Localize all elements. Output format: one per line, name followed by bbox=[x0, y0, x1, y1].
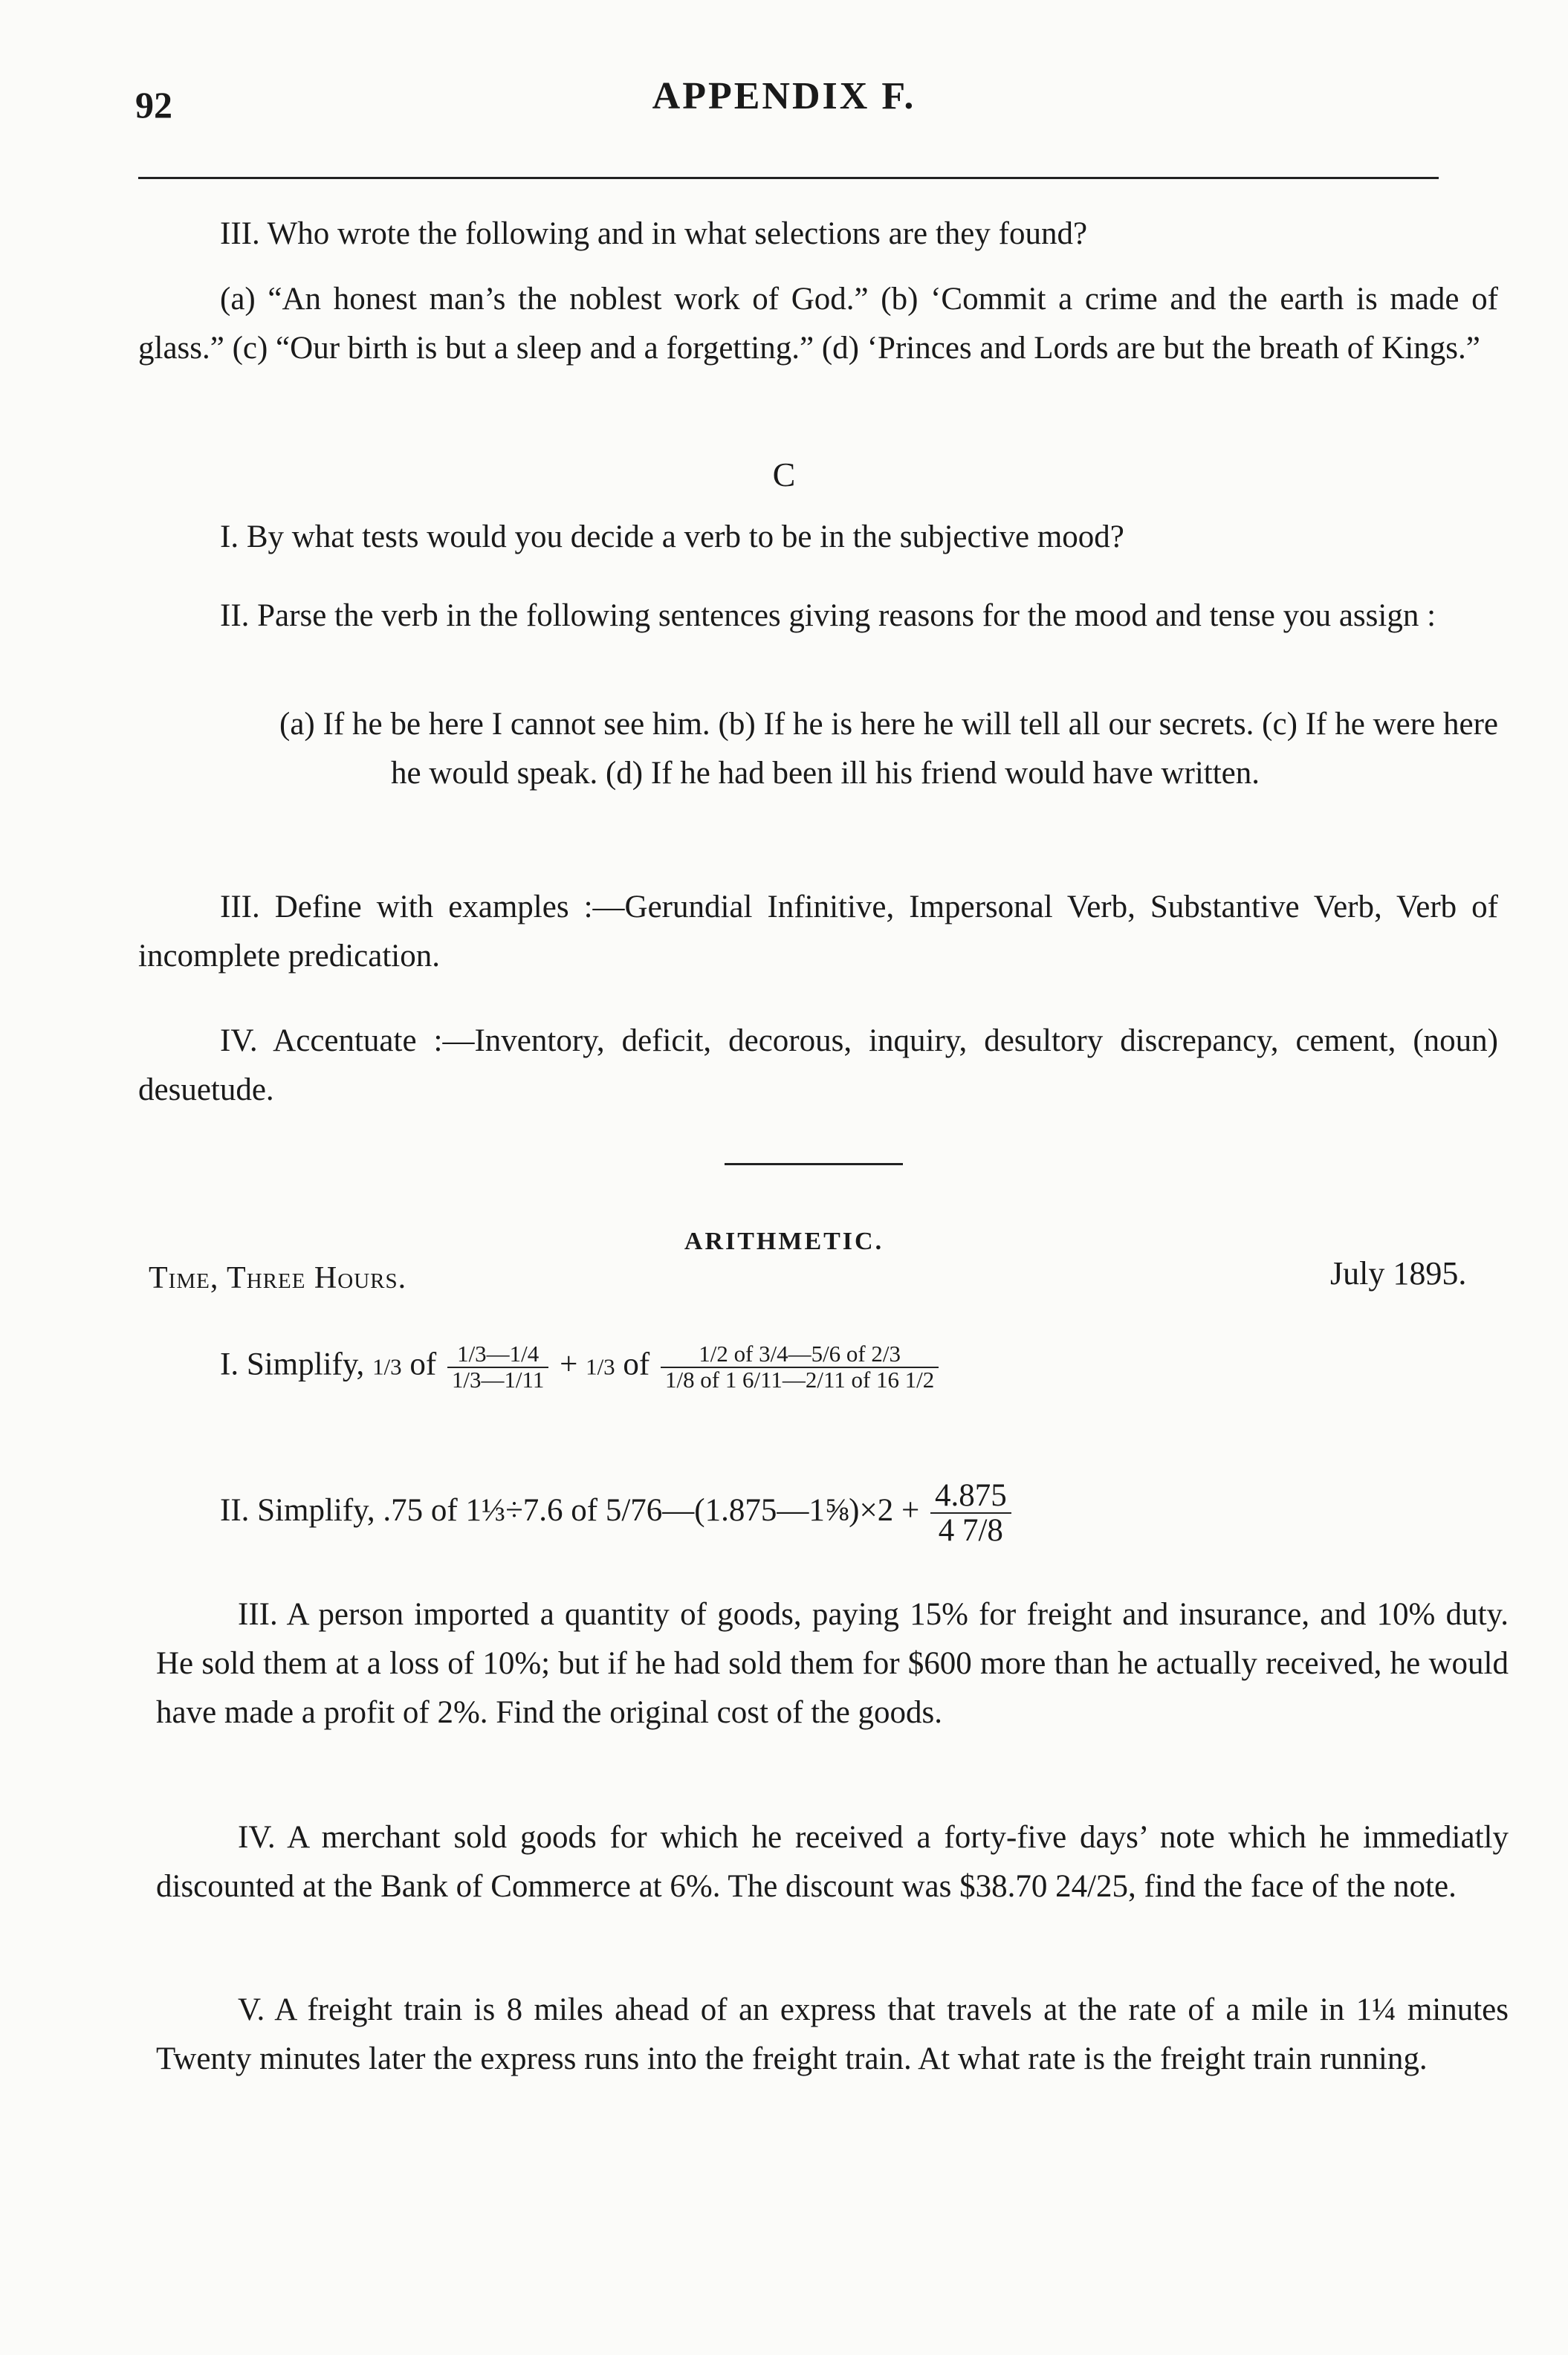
arith-q2-denominator: 4 7/8 bbox=[938, 1513, 1003, 1549]
arith-q1-of-2: of bbox=[623, 1347, 650, 1382]
arith-q2-label: II. Simplify, bbox=[220, 1493, 375, 1529]
section-divider bbox=[725, 1163, 903, 1165]
arith-q1-f2-denominator: 1/8 of 1 6/11—2/11 of 16 1/2 bbox=[665, 1366, 935, 1393]
arith-question-1 bbox=[220, 1342, 1409, 1392]
arith-q1-f1-numerator: 1/3—1/4 bbox=[447, 1342, 548, 1368]
arith-q1-f2-numerator: 1/2 of 3/4—5/6 of 2/3 bbox=[661, 1342, 939, 1368]
question-b-3: III. Who wrote the following and in what selections are they found? bbox=[220, 216, 1088, 251]
question-c-2: II. Parse the verb in the following sentences giving reasons for the mood and tense you assign : bbox=[220, 598, 1436, 633]
question-c-4: IV. Accentuate :—Inventory, deficit, decorous, inquiry, desultory discrepancy, cement, (noun) desuetude. bbox=[138, 1023, 1498, 1107]
question-c-3: III. Define with examples :—Gerundial Infinitive, Impersonal Verb, Substantive Verb, Verb of incomplete predication. bbox=[138, 890, 1498, 974]
header-rule bbox=[138, 177, 1439, 179]
arith-question-2 bbox=[220, 1479, 1446, 1547]
arith-question-5: V. A freight train is 8 miles ahead of an express that travels at the rate of a mile in 1¼ minutes Twenty minutes later the express runs into the freight train. At what rate is the freight train running. bbox=[156, 1992, 1509, 2076]
arith-q2-numerator: 4.875 bbox=[930, 1479, 1011, 1514]
page-number: 92 bbox=[135, 84, 172, 126]
arith-q1-third-2: 1/3 bbox=[586, 1353, 615, 1380]
arithmetic-heading: ARITHMETIC. bbox=[684, 1228, 884, 1255]
arith-q1-label: I. Simplify, bbox=[220, 1347, 365, 1382]
arith-q1-fraction-2 bbox=[661, 1342, 939, 1392]
question-c-2-sentences: (a) If he be here I cannot see him. (b) If he is here he will tell all our secrets. (c) If he were here he would speak. (d) If he had been ill his friend would have written. bbox=[279, 707, 1498, 791]
arith-q1-of-1: of bbox=[409, 1347, 437, 1382]
exam-date: July 1895. bbox=[1330, 1255, 1467, 1292]
question-c-1: I. By what tests would you decide a verb to be in the subjective mood? bbox=[220, 519, 1124, 554]
section-c-heading: C bbox=[772, 456, 796, 493]
time-allowed: Time, Three Hours. bbox=[149, 1261, 407, 1295]
arith-q2-fraction bbox=[930, 1479, 1011, 1547]
running-title: APPENDIX F. bbox=[652, 75, 916, 117]
question-b-3-quotes: (a) “An honest man’s the noblest work of God.” (b) ‘Commit a crime and the earth is made of glass.” (c) “Our birth is but a sleep and a forgetting.” (d) ‘Princes and Lords are but the breath of Kings.” bbox=[138, 282, 1498, 366]
arith-question-4: IV. A merchant sold goods for which he received a forty-five days’ note which he immediatly discounted at the Bank of Commerce at 6%. The discount was $38.70 24/25, find the face of the note. bbox=[156, 1820, 1509, 1904]
arith-question-3: III. A person imported a quantity of goods, paying 15% for freight and insurance, and 10% duty. He sold them at a loss of 10%; but if he had sold them for $600 more than he actually received, he would have made a profit of 2%. Find the original cost of the goods. bbox=[156, 1597, 1509, 1730]
arith-q1-f1-denominator: 1/3—1/11 bbox=[451, 1366, 545, 1393]
arith-q1-fraction-1 bbox=[447, 1342, 548, 1392]
arith-q1-plus: + bbox=[560, 1347, 578, 1382]
arith-q2-expression: .75 of 1⅓÷7.6 of 5/76—(1.875—1⅝)×2 + bbox=[383, 1493, 920, 1529]
arith-q1-third: 1/3 bbox=[372, 1353, 402, 1380]
